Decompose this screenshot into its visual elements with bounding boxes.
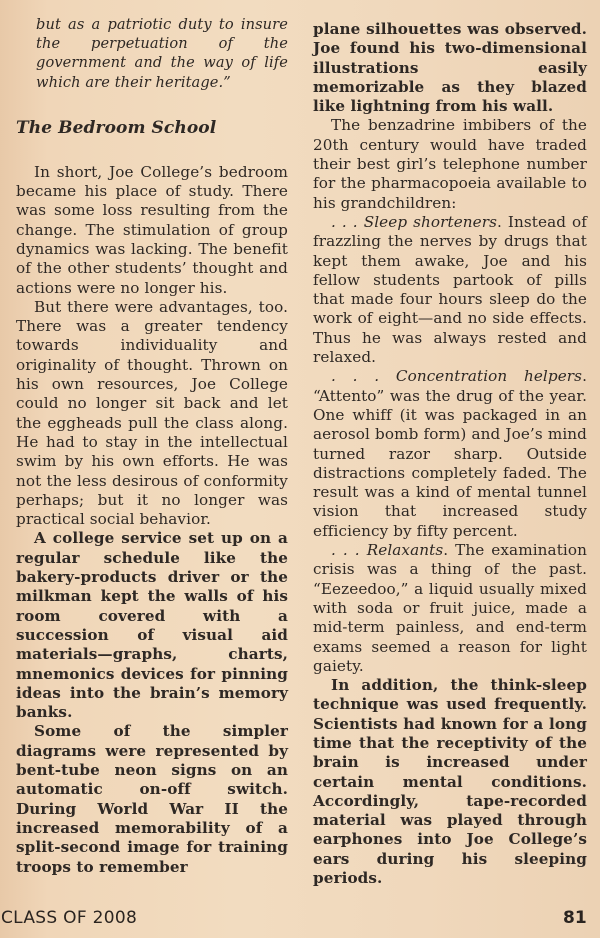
continued-paragraph: plane silhouettes was observed. Joe found his two-dimensional illustrations easily memorizable as they blazed like lightning from his wall. xyxy=(313,20,587,116)
publication-footer: CLASS OF 2008 xyxy=(1,908,138,928)
paragraph-concentration-helpers xyxy=(313,367,587,541)
paragraph-sleep-shorteners xyxy=(313,213,587,367)
item-text: . The examination crisis was a thing of the past. “Eezeedoo,” a liquid usually mixed with soda or fruit juice, made a mid-term painless, and end-term exams seemed a reason for light gaiety. xyxy=(313,541,587,675)
paragraph: In short, Joe College’s bedroom became his place of study. There was some loss resulting from the change. The stimulation of group dynamics was lacking. The benefit of the other students’ thought and actions were no longer his. xyxy=(16,162,288,297)
item-text: . Instead of frazzling the nerves by drugs that kept them awake, Joe and his fellow students partook of pills that made four hours sleep do the work of eight—and no side effects. Thus he was always rested and relaxed. xyxy=(313,212,587,367)
paragraph-bold: Some of the simpler diagrams were represented by bent-tube neon signs on an automatic on-off switch. During World War II the increased memorability of a split-second image for training troops to remember xyxy=(16,722,288,876)
quote-ending: but as a patriotic duty to insure the perpetuation of the government and the way of life which are their heritage.” xyxy=(36,16,288,91)
item-text: . “Attento” was the drug of the year. One whiff (it was packaged in an aerosol bomb form) and Joe’s mind turned razor sharp. Outside distractions completely faded. The result was a kind of mental tunnel vision that increased study efficiency by fifty percent. xyxy=(313,367,587,540)
paragraph-relaxants xyxy=(313,541,587,676)
paragraph: But there were advantages, too. There was a greater tendency towards individuality and originality of thought. Thrown on his own resources, Joe College could no longer sit back and let the eggheads pull the class along. He had to stay in the intellectual swim by his own efforts. He was not the less desirous of conformity perhaps; but it no longer was practical social behavior. xyxy=(16,297,288,529)
item-lead: . . . Sleep shorteners xyxy=(331,212,498,231)
right-column xyxy=(313,0,587,888)
left-column xyxy=(16,0,288,877)
paragraph-bold: A college service set up on a regular schedule like the bakery-products driver or the milkman kept the walls of his room covered with a succession of visual aid materials—graphs, charts, mnemonics devices for pinning ideas into the brain’s memory banks. xyxy=(16,529,288,722)
item-lead: . . . Relaxants xyxy=(331,541,444,560)
paragraph-bold: In addition, the think-sleep technique was used frequently. Scientists had known for a long time that the receptivity of the brain is increased under certain mental conditions. Accordingly, tape-recorded material was played through earphones into Joe College’s ears during his sleeping periods. xyxy=(313,676,587,888)
paragraph: The benzadrine imbibers of the 20th century would have traded their best girl’s telephone number for the pharmacopoeia available to his grandchildren: xyxy=(313,116,587,212)
item-lead: . . . Concentration helpers xyxy=(331,367,583,386)
section-heading: The Bedroom School xyxy=(16,117,217,138)
page-number: 81 xyxy=(563,908,587,928)
